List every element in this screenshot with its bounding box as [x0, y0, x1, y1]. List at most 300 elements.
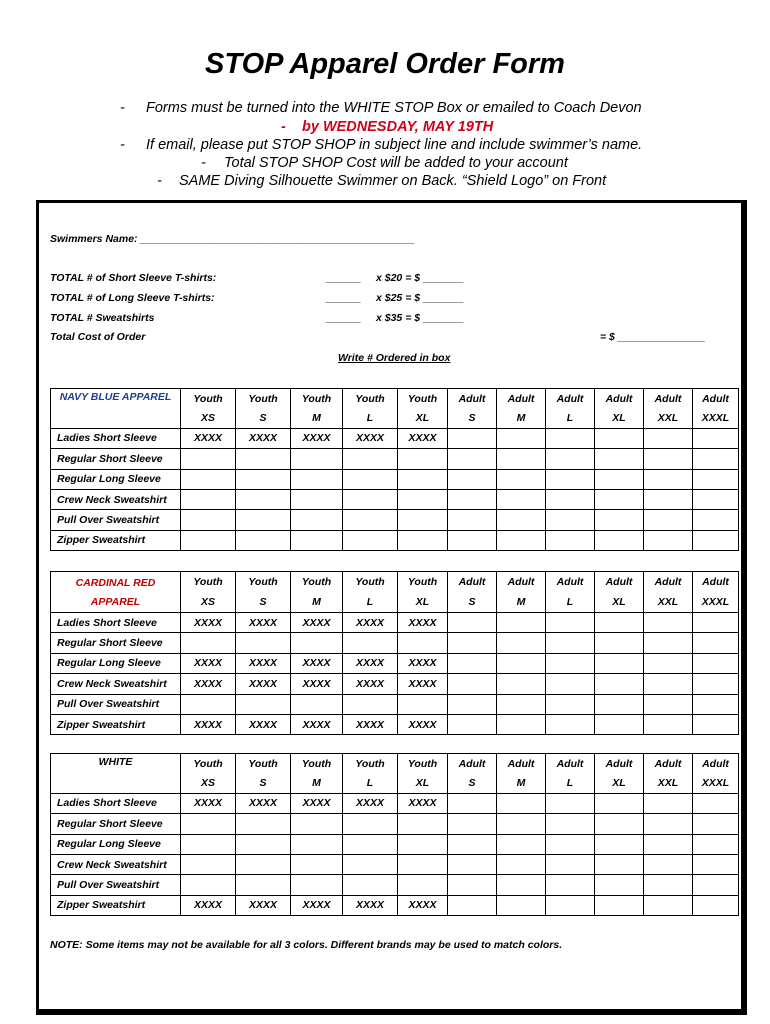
quantity-cell[interactable]	[644, 449, 693, 469]
size-header: L	[546, 408, 595, 428]
quantity-cell[interactable]	[595, 834, 644, 854]
size-group-header: Adult	[644, 389, 693, 409]
table-row	[51, 895, 739, 915]
size-header: S	[236, 773, 291, 793]
quantity-cell[interactable]	[595, 530, 644, 550]
size-header: M	[291, 408, 343, 428]
quantity-cell[interactable]	[343, 875, 398, 895]
quantity-cell[interactable]	[497, 854, 546, 874]
unavailable-cell: XXXX	[291, 428, 343, 448]
quantity-cell[interactable]	[497, 530, 546, 550]
quantity-cell[interactable]	[693, 469, 739, 489]
quantity-cell[interactable]	[291, 449, 343, 469]
table-row	[51, 834, 739, 854]
quantity-cell[interactable]	[343, 449, 398, 469]
table-row	[51, 530, 739, 550]
quantity-cell[interactable]	[644, 895, 693, 915]
quantity-cell[interactable]	[546, 834, 595, 854]
quantity-cell[interactable]	[398, 854, 448, 874]
navy-blue-order-table	[50, 388, 739, 551]
size-group-header: Adult	[546, 754, 595, 774]
item-name: Crew Neck Sweatshirt	[51, 854, 181, 874]
quantity-cell[interactable]	[595, 895, 644, 915]
quantity-cell[interactable]	[291, 854, 343, 874]
item-name: Ladies Short Sleeve	[51, 793, 181, 813]
quantity-cell[interactable]	[236, 633, 291, 653]
write-ordered-note: Write # Ordered in box	[338, 352, 451, 364]
total-long-sleeve-qty[interactable]: ______	[326, 292, 362, 304]
quantity-cell[interactable]	[448, 793, 497, 813]
quantity-cell[interactable]	[693, 834, 739, 854]
quantity-cell[interactable]	[343, 814, 398, 834]
quantity-cell[interactable]	[236, 530, 291, 550]
quantity-cell[interactable]	[181, 469, 236, 489]
quantity-cell[interactable]	[448, 469, 497, 489]
size-group-header: Adult	[448, 754, 497, 774]
quantity-cell[interactable]	[448, 854, 497, 874]
size-header: M	[291, 773, 343, 793]
table-row	[51, 694, 739, 714]
unavailable-cell: XXXX	[343, 428, 398, 448]
size-group-header: Youth	[181, 389, 236, 409]
size-group-header: Adult	[595, 754, 644, 774]
quantity-cell[interactable]	[693, 428, 739, 448]
size-group-header: Adult	[546, 389, 595, 409]
size-header: M	[497, 773, 546, 793]
size-header: XL	[398, 408, 448, 428]
quantity-cell[interactable]	[595, 613, 644, 633]
quantity-cell[interactable]	[595, 489, 644, 509]
quantity-cell[interactable]	[398, 489, 448, 509]
size-header: XS	[181, 592, 236, 613]
quantity-cell[interactable]	[693, 530, 739, 550]
quantity-cell[interactable]	[546, 428, 595, 448]
size-header: L	[343, 408, 398, 428]
size-header: XS	[181, 408, 236, 428]
unavailable-cell: XXXX	[291, 895, 343, 915]
quantity-cell[interactable]	[644, 875, 693, 895]
quantity-cell[interactable]	[595, 469, 644, 489]
quantity-cell[interactable]	[497, 613, 546, 633]
unavailable-cell: XXXX	[343, 613, 398, 633]
quantity-cell[interactable]	[595, 793, 644, 813]
quantity-cell[interactable]	[497, 510, 546, 530]
quantity-cell[interactable]	[546, 489, 595, 509]
table-row	[51, 510, 739, 530]
quantity-cell[interactable]	[448, 489, 497, 509]
quantity-cell[interactable]	[644, 674, 693, 694]
quantity-cell[interactable]	[398, 510, 448, 530]
size-group-header: Adult	[497, 754, 546, 774]
quantity-cell[interactable]	[181, 449, 236, 469]
size-header: S	[448, 773, 497, 793]
quantity-cell[interactable]	[497, 449, 546, 469]
quantity-cell[interactable]	[398, 875, 448, 895]
unavailable-cell: XXXX	[181, 428, 236, 448]
total-cost-field[interactable]: = $ _______________	[600, 331, 706, 343]
quantity-cell[interactable]	[291, 834, 343, 854]
quantity-cell[interactable]	[181, 814, 236, 834]
total-short-sleeve-qty[interactable]: ______	[326, 272, 362, 284]
size-header: XXL	[644, 773, 693, 793]
quantity-cell[interactable]	[497, 469, 546, 489]
unavailable-cell: XXXX	[236, 613, 291, 633]
quantity-cell[interactable]	[181, 530, 236, 550]
quantity-cell[interactable]	[546, 633, 595, 653]
unavailable-cell: XXXX	[343, 714, 398, 734]
table-row	[51, 875, 739, 895]
size-header: XL	[595, 592, 644, 613]
quantity-cell[interactable]	[448, 814, 497, 834]
quantity-cell[interactable]	[398, 834, 448, 854]
quantity-cell[interactable]	[497, 694, 546, 714]
bullet-dash: -	[157, 173, 162, 189]
quantity-cell[interactable]	[497, 714, 546, 734]
quantity-cell[interactable]	[595, 714, 644, 734]
size-group-header: Adult	[693, 572, 739, 593]
size-group-header: Adult	[644, 572, 693, 593]
quantity-cell[interactable]	[236, 854, 291, 874]
quantity-cell[interactable]	[595, 633, 644, 653]
quantity-cell[interactable]	[448, 834, 497, 854]
instruction-email: If email, please put STOP SHOP in subject line and include swimmer’s name.	[146, 137, 643, 153]
quantity-cell[interactable]	[398, 814, 448, 834]
quantity-cell[interactable]	[398, 449, 448, 469]
quantity-cell[interactable]	[644, 814, 693, 834]
quantity-cell[interactable]	[693, 854, 739, 874]
quantity-cell[interactable]	[291, 694, 343, 714]
quantity-cell[interactable]	[448, 449, 497, 469]
unavailable-cell: XXXX	[291, 714, 343, 734]
table-row	[51, 428, 739, 448]
quantity-cell[interactable]	[343, 530, 398, 550]
size-header: XL	[595, 773, 644, 793]
quantity-cell[interactable]	[693, 613, 739, 633]
size-header: L	[546, 773, 595, 793]
size-group-header: Youth	[236, 754, 291, 774]
size-group-header: Adult	[546, 572, 595, 593]
quantity-cell[interactable]	[448, 895, 497, 915]
unavailable-cell: XXXX	[398, 895, 448, 915]
quantity-cell[interactable]	[448, 613, 497, 633]
size-group-header: Adult	[693, 754, 739, 774]
quantity-cell[interactable]	[595, 854, 644, 874]
size-group-header: Youth	[291, 389, 343, 409]
quantity-cell[interactable]	[497, 428, 546, 448]
quantity-cell[interactable]	[497, 489, 546, 509]
unavailable-cell: XXXX	[398, 793, 448, 813]
size-header: M	[291, 592, 343, 613]
size-group-header: Youth	[343, 389, 398, 409]
unavailable-cell: XXXX	[236, 428, 291, 448]
quantity-cell[interactable]	[595, 694, 644, 714]
quantity-cell[interactable]	[595, 510, 644, 530]
quantity-cell[interactable]	[644, 694, 693, 714]
quantity-cell[interactable]	[448, 875, 497, 895]
quantity-cell[interactable]	[497, 875, 546, 895]
quantity-cell[interactable]	[343, 694, 398, 714]
cardinal-red-order-table	[50, 571, 739, 735]
size-group-header: Adult	[595, 572, 644, 593]
quantity-cell[interactable]	[181, 633, 236, 653]
quantity-cell[interactable]	[343, 633, 398, 653]
size-header: M	[497, 408, 546, 428]
bullet-dash: -	[201, 155, 206, 171]
quantity-cell[interactable]	[497, 814, 546, 834]
unavailable-cell: XXXX	[398, 428, 448, 448]
size-header: S	[236, 408, 291, 428]
table-row	[51, 633, 739, 653]
size-group-header: Adult	[497, 572, 546, 593]
quantity-cell[interactable]	[693, 814, 739, 834]
quantity-cell[interactable]	[236, 875, 291, 895]
item-name: Ladies Short Sleeve	[51, 428, 181, 448]
quantity-cell[interactable]	[693, 489, 739, 509]
quantity-cell[interactable]	[497, 793, 546, 813]
quantity-cell[interactable]	[546, 653, 595, 673]
quantity-cell[interactable]	[546, 895, 595, 915]
size-header: XXXL	[693, 592, 739, 613]
size-header: XXXL	[693, 408, 739, 428]
unavailable-cell: XXXX	[398, 613, 448, 633]
quantity-cell[interactable]	[181, 834, 236, 854]
quantity-cell[interactable]	[546, 694, 595, 714]
quantity-cell[interactable]	[693, 694, 739, 714]
total-short-sleeve-calc[interactable]: x $20 = $ _______	[376, 272, 464, 284]
unavailable-cell: XXXX	[398, 714, 448, 734]
size-header: XXXL	[693, 773, 739, 793]
quantity-cell[interactable]	[595, 674, 644, 694]
quantity-cell[interactable]	[448, 510, 497, 530]
instruction-logo: SAME Diving Silhouette Swimmer on Back. “Shield Logo” on Front	[179, 173, 607, 189]
item-name: Ladies Short Sleeve	[51, 613, 181, 633]
size-header: XL	[398, 592, 448, 613]
table-row	[51, 793, 739, 813]
instruction-cost: Total STOP SHOP Cost will be added to your account	[224, 155, 568, 171]
table-row	[51, 489, 739, 509]
table-color-header: WHITE	[51, 754, 181, 794]
quantity-cell[interactable]	[693, 449, 739, 469]
quantity-cell[interactable]	[546, 613, 595, 633]
quantity-cell[interactable]	[644, 633, 693, 653]
quantity-cell[interactable]	[448, 530, 497, 550]
total-long-sleeve-calc[interactable]: x $25 = $ _______	[376, 292, 464, 304]
quantity-cell[interactable]	[448, 674, 497, 694]
quantity-cell[interactable]	[693, 875, 739, 895]
size-group-header: Youth	[236, 572, 291, 593]
quantity-cell[interactable]	[343, 854, 398, 874]
size-header: L	[343, 773, 398, 793]
quantity-cell[interactable]	[644, 653, 693, 673]
total-sweatshirts-qty[interactable]: ______	[326, 312, 362, 324]
total-sweatshirts-calc[interactable]: x $35 = $ _______	[376, 312, 464, 324]
quantity-cell[interactable]	[693, 674, 739, 694]
quantity-cell[interactable]	[546, 674, 595, 694]
size-header: S	[236, 592, 291, 613]
quantity-cell[interactable]	[497, 895, 546, 915]
swimmer-name-field[interactable]: _______________________________________________	[140, 233, 415, 245]
quantity-cell[interactable]	[546, 814, 595, 834]
table-row	[51, 653, 739, 673]
size-group-header: Youth	[398, 572, 448, 593]
size-group-header: Adult	[448, 572, 497, 593]
total-short-sleeve-label: TOTAL # of Short Sleeve T-shirts:	[50, 272, 217, 284]
table-color-header: CARDINAL RED APPAREL	[51, 572, 181, 613]
size-header: XL	[398, 773, 448, 793]
item-name: Zipper Sweatshirt	[51, 714, 181, 734]
unavailable-cell: XXXX	[181, 653, 236, 673]
quantity-cell[interactable]	[595, 875, 644, 895]
size-header: XXL	[644, 592, 693, 613]
size-header: L	[546, 592, 595, 613]
quantity-cell[interactable]	[291, 875, 343, 895]
quantity-cell[interactable]	[693, 714, 739, 734]
size-header: XS	[181, 773, 236, 793]
table-color-header: NAVY BLUE APPAREL	[51, 389, 181, 429]
quantity-cell[interactable]	[181, 875, 236, 895]
unavailable-cell: XXXX	[398, 674, 448, 694]
quantity-cell[interactable]	[595, 814, 644, 834]
quantity-cell[interactable]	[448, 694, 497, 714]
total-long-sleeve-label: TOTAL # of Long Sleeve T-shirts:	[50, 292, 215, 304]
size-header: XXL	[644, 408, 693, 428]
quantity-cell[interactable]	[236, 814, 291, 834]
quantity-cell[interactable]	[236, 449, 291, 469]
unavailable-cell: XXXX	[181, 793, 236, 813]
quantity-cell[interactable]	[291, 633, 343, 653]
size-group-header: Youth	[398, 754, 448, 774]
quantity-cell[interactable]	[398, 530, 448, 550]
quantity-cell[interactable]	[291, 489, 343, 509]
quantity-cell[interactable]	[693, 510, 739, 530]
size-header: S	[448, 408, 497, 428]
quantity-cell[interactable]	[546, 793, 595, 813]
size-group-header: Adult	[693, 389, 739, 409]
item-name: Regular Short Sleeve	[51, 633, 181, 653]
size-header: XL	[595, 408, 644, 428]
quantity-cell[interactable]	[546, 510, 595, 530]
quantity-cell[interactable]	[291, 814, 343, 834]
unavailable-cell: XXXX	[181, 674, 236, 694]
item-name: Regular Long Sleeve	[51, 469, 181, 489]
quantity-cell[interactable]	[497, 674, 546, 694]
quantity-cell[interactable]	[343, 489, 398, 509]
quantity-cell[interactable]	[546, 875, 595, 895]
unavailable-cell: XXXX	[291, 793, 343, 813]
quantity-cell[interactable]	[236, 694, 291, 714]
quantity-cell[interactable]	[644, 530, 693, 550]
size-group-header: Youth	[181, 754, 236, 774]
quantity-cell[interactable]	[546, 714, 595, 734]
quantity-cell[interactable]	[644, 834, 693, 854]
availability-note: NOTE: Some items may not be available for all 3 colors. Different brands may be used to match colors.	[50, 939, 563, 951]
quantity-cell[interactable]	[398, 633, 448, 653]
quantity-cell[interactable]	[644, 714, 693, 734]
quantity-cell[interactable]	[644, 489, 693, 509]
quantity-cell[interactable]	[644, 469, 693, 489]
unavailable-cell: XXXX	[181, 714, 236, 734]
table-row	[51, 854, 739, 874]
size-group-header: Adult	[595, 389, 644, 409]
item-name: Pull Over Sweatshirt	[51, 875, 181, 895]
size-group-header: Youth	[236, 389, 291, 409]
quantity-cell[interactable]	[644, 793, 693, 813]
quantity-cell[interactable]	[448, 653, 497, 673]
quantity-cell[interactable]	[546, 449, 595, 469]
quantity-cell[interactable]	[448, 428, 497, 448]
quantity-cell[interactable]	[448, 714, 497, 734]
bullet-dash: -	[281, 119, 286, 135]
quantity-cell[interactable]	[181, 489, 236, 509]
size-group-header: Adult	[448, 389, 497, 409]
unavailable-cell: XXXX	[343, 653, 398, 673]
size-group-header: Youth	[181, 572, 236, 593]
quantity-cell[interactable]	[291, 510, 343, 530]
size-group-header: Adult	[644, 754, 693, 774]
quantity-cell[interactable]	[236, 489, 291, 509]
quantity-cell[interactable]	[181, 510, 236, 530]
item-name: Regular Long Sleeve	[51, 653, 181, 673]
quantity-cell[interactable]	[181, 694, 236, 714]
quantity-cell[interactable]	[546, 854, 595, 874]
quantity-cell[interactable]	[181, 854, 236, 874]
size-header: S	[448, 592, 497, 613]
size-group-header: Youth	[343, 572, 398, 593]
quantity-cell[interactable]	[448, 633, 497, 653]
unavailable-cell: XXXX	[181, 613, 236, 633]
quantity-cell[interactable]	[546, 530, 595, 550]
quantity-cell[interactable]	[343, 510, 398, 530]
bullet-dash: -	[120, 100, 125, 116]
unavailable-cell: XXXX	[236, 793, 291, 813]
size-group-header: Youth	[398, 389, 448, 409]
quantity-cell[interactable]	[398, 469, 448, 489]
quantity-cell[interactable]	[644, 510, 693, 530]
quantity-cell[interactable]	[644, 428, 693, 448]
quantity-cell[interactable]	[595, 449, 644, 469]
unavailable-cell: XXXX	[236, 653, 291, 673]
quantity-cell[interactable]	[236, 510, 291, 530]
quantity-cell[interactable]	[644, 613, 693, 633]
quantity-cell[interactable]	[693, 895, 739, 915]
quantity-cell[interactable]	[595, 653, 644, 673]
quantity-cell[interactable]	[497, 653, 546, 673]
quantity-cell[interactable]	[343, 469, 398, 489]
quantity-cell[interactable]	[236, 834, 291, 854]
quantity-cell[interactable]	[595, 428, 644, 448]
quantity-cell[interactable]	[546, 469, 595, 489]
unavailable-cell: XXXX	[343, 895, 398, 915]
quantity-cell[interactable]	[291, 530, 343, 550]
item-name: Zipper Sweatshirt	[51, 530, 181, 550]
quantity-cell[interactable]	[343, 834, 398, 854]
quantity-cell[interactable]	[693, 793, 739, 813]
quantity-cell[interactable]	[497, 633, 546, 653]
quantity-cell[interactable]	[644, 854, 693, 874]
size-group-header: Youth	[343, 754, 398, 774]
item-name: Zipper Sweatshirt	[51, 895, 181, 915]
white-order-table	[50, 753, 739, 916]
quantity-cell[interactable]	[693, 633, 739, 653]
quantity-cell[interactable]	[693, 653, 739, 673]
item-name: Regular Short Sleeve	[51, 814, 181, 834]
quantity-cell[interactable]	[236, 469, 291, 489]
total-cost-label: Total Cost of Order	[50, 331, 146, 343]
unavailable-cell: XXXX	[236, 714, 291, 734]
quantity-cell[interactable]	[291, 469, 343, 489]
quantity-cell[interactable]	[398, 694, 448, 714]
quantity-cell[interactable]	[497, 834, 546, 854]
